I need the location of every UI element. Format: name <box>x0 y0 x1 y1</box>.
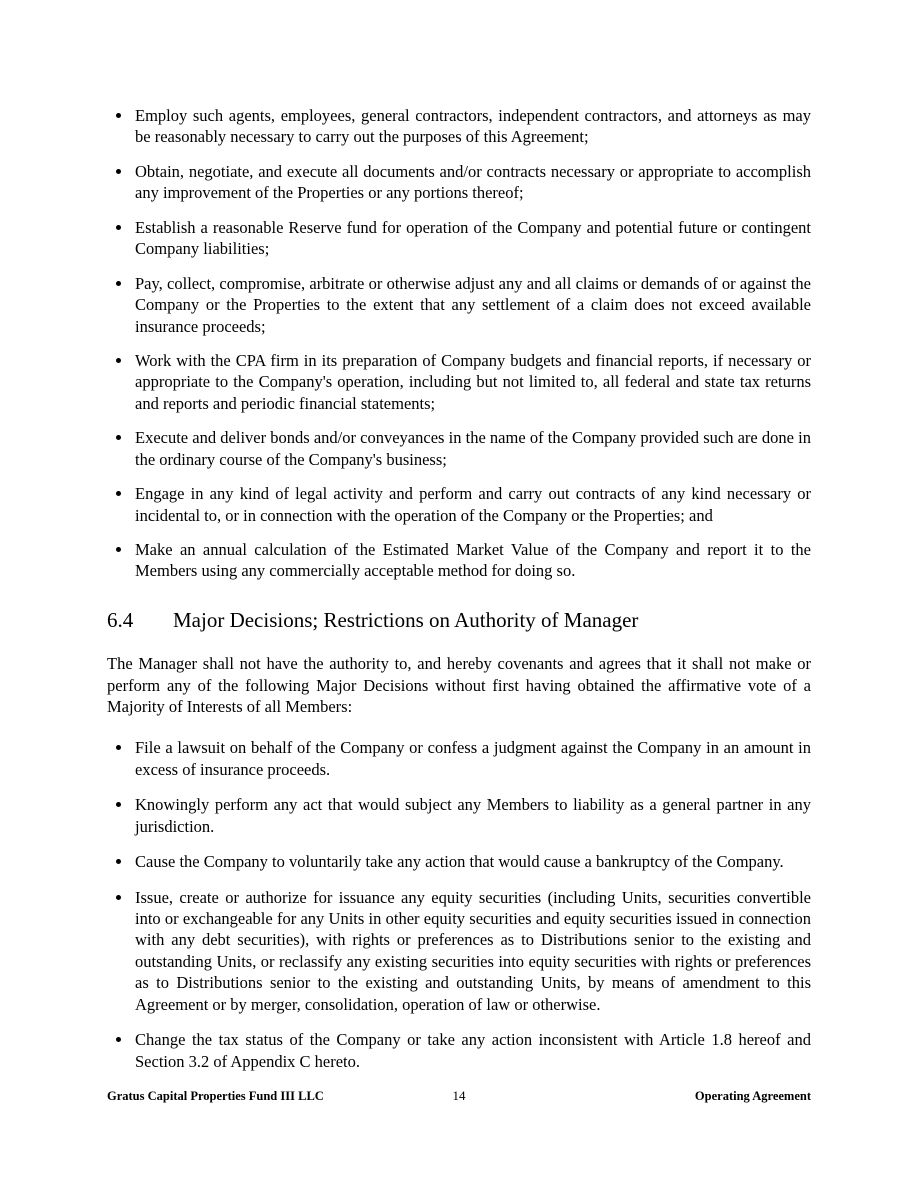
page-footer <box>107 1088 811 1104</box>
footer-document-name: Gratus Capital Properties Fund III LLC <box>107 1089 324 1103</box>
list-item: • Cause the Company to voluntarily take any action that would cause a bankruptcy of the Company. <box>133 851 811 872</box>
list-item: • Execute and deliver bonds and/or conveyances in the name of the Company provided such are done in the ordinary course of the Company's business; <box>133 427 811 470</box>
page-number: 14 <box>452 1088 466 1103</box>
section-intro-paragraph: The Manager shall not have the authority to, and hereby covenants and agrees that it shall not make or perform any of the following Major Decisions without first having obtained the affirmative vote of a Majority of Interests of all Members: <box>107 654 811 716</box>
list-item: • Establish a reasonable Reserve fund for operation of the Company and potential future or contingent Company liabilities; <box>133 217 811 260</box>
major-decisions-list <box>111 737 811 1072</box>
manager-powers-list <box>111 105 811 582</box>
section-heading <box>107 608 811 633</box>
list-item: • Issue, create or authorize for issuance any equity securities (including Units, securities convertible into or exchangeable for any Units in other equity securities and equity securities issued in connection with any debt securities), with rights or preferences as to Distributions senior to the existing and outstanding Units, or reclassify any existing securities into equity securities with rights or preferences as to Distributions senior to the existing and outstanding Units, by means of amendment to this Agreement or by merger, consolidation, operation of law or otherwise. <box>133 887 811 1016</box>
list-item: • Change the tax status of the Company or take any action inconsistent with Article 1.8 hereof and Section 3.2 of Appendix C hereto. <box>133 1029 811 1072</box>
list-item: • File a lawsuit on behalf of the Company or confess a judgment against the Company in an amount in excess of insurance proceeds. <box>133 737 811 780</box>
list-item: • Employ such agents, employees, general contractors, independent contractors, and attorneys as may be reasonably necessary to carry out the purposes of this Agreement; <box>133 105 811 148</box>
list-item: • Obtain, negotiate, and execute all documents and/or contracts necessary or appropriate to accomplish any improvement of the Properties or any portions thereof; <box>133 161 811 204</box>
footer-document-type: Operating Agreement <box>694 1089 811 1103</box>
list-item: • Knowingly perform any act that would subject any Members to liability as a general partner in any jurisdiction. <box>133 794 811 837</box>
list-item: • Engage in any kind of legal activity and perform and carry out contracts of any kind necessary or incidental to, or in connection with the operation of the Company or the Properties; and <box>133 483 811 526</box>
list-item: • Make an annual calculation of the Estimated Market Value of the Company and report it to the Members using any commercially acceptable method for doing so. <box>133 539 811 582</box>
section-number: 6.4 <box>107 607 134 632</box>
section-title: Major Decisions; Restrictions on Authority of Manager <box>173 607 639 632</box>
list-item: • Work with the CPA firm in its preparation of Company budgets and financial reports, if necessary or appropriate to the Company's operation, including but not limited to, all federal and state tax returns and reports and periodic financial statements; <box>133 350 811 414</box>
list-item: • Pay, collect, compromise, arbitrate or otherwise adjust any and all claims or demands of or against the Company or the Properties to the extent that any settlement of a claim does not exceed available insurance proceeds; <box>133 273 811 337</box>
